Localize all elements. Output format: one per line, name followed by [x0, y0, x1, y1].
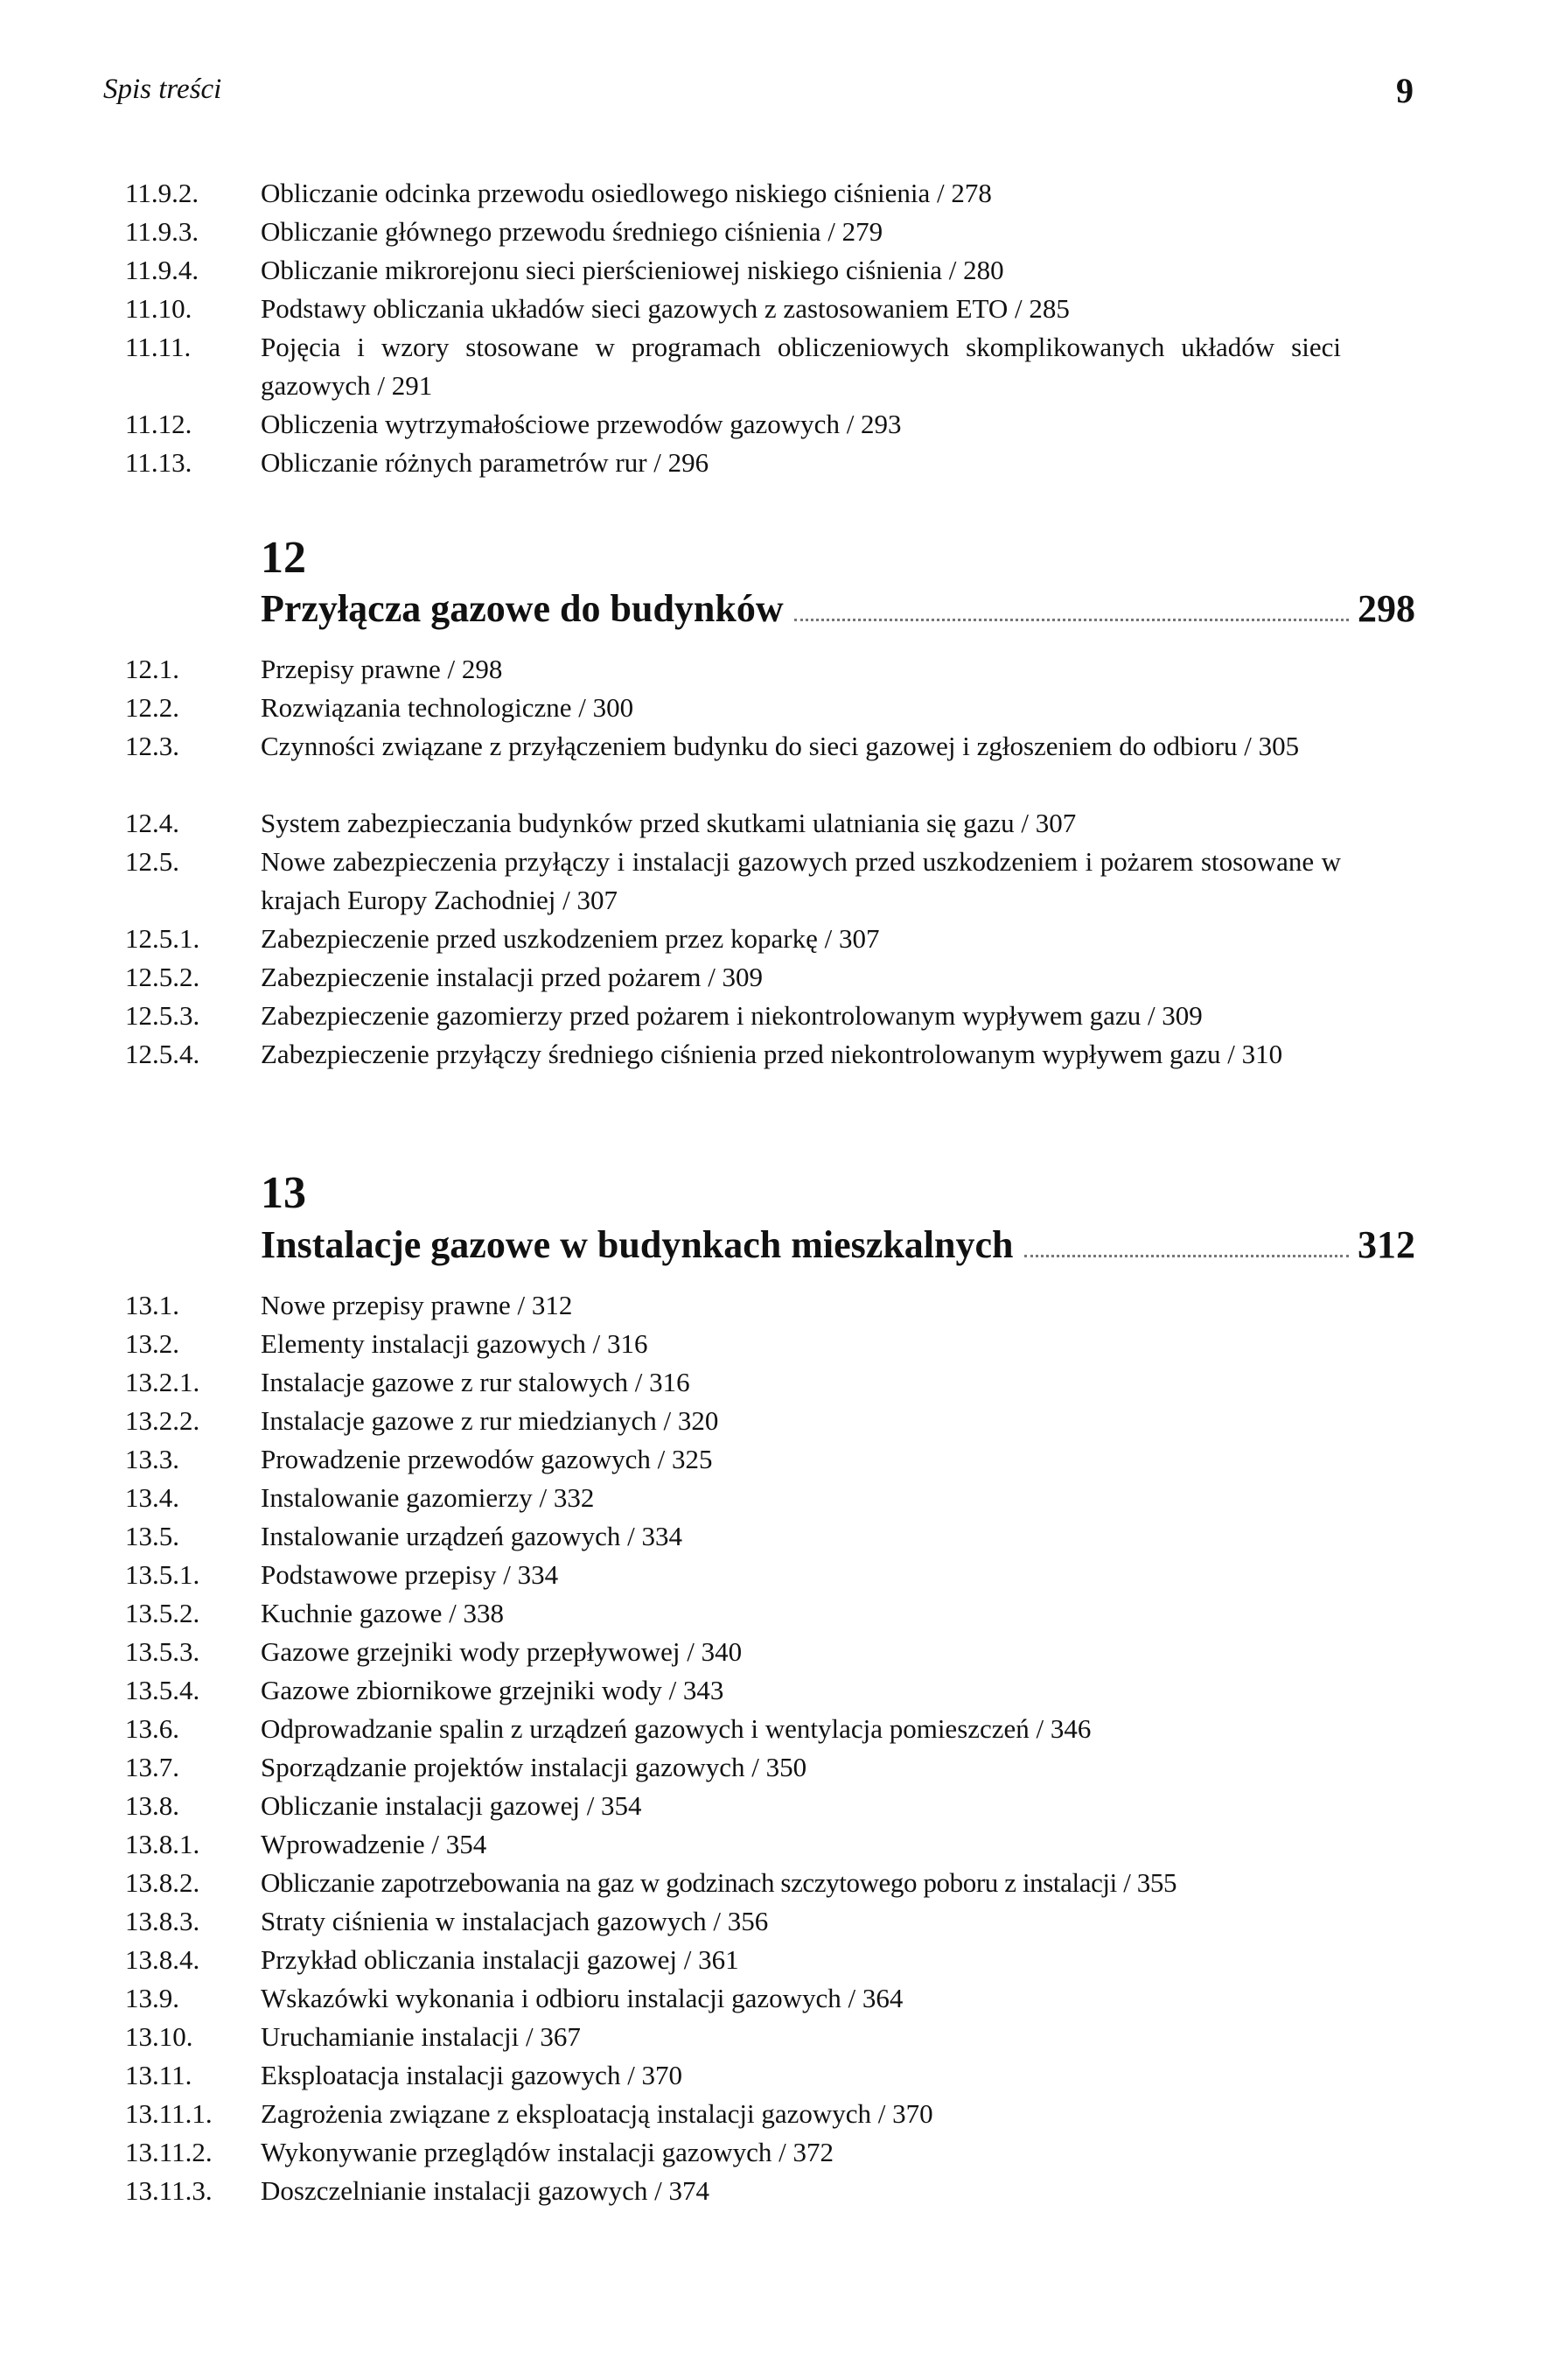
toc-entry: 13.11.2. Wykonywanie przeglądów instalacji gazowych / 372: [125, 2137, 834, 2167]
toc-entry: 11.13. Obliczanie różnych parametrów rur / 296: [125, 447, 709, 478]
toc-entry: 11.9.2. Obliczanie odcinka przewodu osiedlowego niskiego ciśnienia / 278: [125, 178, 992, 208]
toc-entry: 13.5. Instalowanie urządzeń gazowych / 334: [125, 1521, 683, 1551]
toc-entry: 13.5.1. Podstawowe przepisy / 334: [125, 1559, 559, 1590]
running-header: Spis treści: [103, 74, 222, 105]
toc-entry: 11.12. Obliczenia wytrzymałościowe przewodów gazowych / 293: [125, 409, 902, 439]
toc-entry: 13.1. Nowe przepisy prawne / 312: [125, 1290, 573, 1320]
toc-entry: 13.7. Sporządzanie projektów instalacji gazowych / 350: [125, 1752, 807, 1782]
chapter-13-page: 312: [1358, 1223, 1415, 1266]
toc-entry: 13.2.1. Instalacje gazowe z rur stalowych / 316: [125, 1367, 690, 1397]
toc-entry: 13.5.4. Gazowe zbiornikowe grzejniki wody / 343: [125, 1675, 724, 1705]
chapter-12-page: 298: [1358, 587, 1415, 630]
toc-entry: 13.4. Instalowanie gazomierzy / 332: [125, 1482, 595, 1513]
toc-entry: 13.5.3. Gazowe grzejniki wody przepływowej / 340: [125, 1636, 743, 1667]
toc-entry: 12.5.1. Zabezpieczenie przed uszkodzeniem przez koparkę / 307: [125, 923, 880, 954]
chapter-12-number: 12: [261, 533, 306, 583]
chapter-13-number: 13: [261, 1168, 306, 1218]
toc-entry: 13.6. Odprowadzanie spalin z urządzeń gazowych i wentylacja pomieszczeń / 346: [125, 1713, 1092, 1744]
toc-entry: 12.5.3. Zabezpieczenie gazomierzy przed pożarem i niekontrolowanym wypływem gazu / 309: [125, 1000, 1203, 1031]
toc-entry: 13.8.4. Przykład obliczania instalacji gazowej / 361: [125, 1944, 739, 1975]
toc-entry: 12.1. Przepisy prawne / 298: [125, 654, 503, 684]
page-number: 9: [1396, 71, 1414, 110]
toc-entry: 13.3. Prowadzenie przewodów gazowych / 325: [125, 1444, 713, 1474]
chapter-12-heading: [261, 586, 1415, 631]
toc-entry: 13.8.1. Wprowadzenie / 354: [125, 1829, 487, 1859]
dot-leader: [1024, 1254, 1350, 1257]
toc-entry: 13.8.2. Obliczanie zapotrzebowania na gaz w godzinach szczytowego poboru z instalacji / 355: [125, 1867, 1177, 1898]
toc-entry: 13.2.2. Instalacje gazowe z rur miedzianych / 320: [125, 1405, 719, 1436]
dot-leader: [794, 618, 1349, 621]
chapter-13-title: Instalacje gazowe w budynkach mieszkalnych: [261, 1223, 1014, 1266]
toc-entry: 13.11.1. Zagrożenia związane z eksploatacją instalacji gazowych / 370: [125, 2098, 933, 2129]
chapter-12-title: Przyłącza gazowe do budynków: [261, 587, 784, 630]
toc-entry: 12.2. Rozwiązania technologiczne / 300: [125, 692, 634, 723]
toc-entry: 11.10. Podstawy obliczania układów sieci gazowych z zastosowaniem ETO / 285: [125, 293, 1070, 324]
toc-entry: 12.4. System zabezpieczania budynków przed skutkami ulatniania się gazu / 307: [125, 808, 1077, 838]
toc-entry: 12.3. Czynności związane z przyłączeniem budynku do sieci gazowej i zgłoszeniem do odbioru / 305: [125, 731, 1300, 761]
toc-entry: 13.9. Wskazówki wykonania i odbioru instalacji gazowych / 364: [125, 1983, 904, 2013]
toc-entry: 11.9.3. Obliczanie głównego przewodu średniego ciśnienia / 279: [125, 216, 883, 247]
toc-entry: 13.11.3. Doszczelnianie instalacji gazowych / 374: [125, 2175, 710, 2206]
chapter-13-entries: [0, 1286, 1550, 2210]
toc-entry: 13.5.2. Kuchnie gazowe / 338: [125, 1598, 505, 1628]
chapter-13-heading: [261, 1222, 1415, 1267]
toc-entry: 12.5.4. Zabezpieczenie przyłączy średniego ciśnienia przed niekontrolowanym wypływem gazu / 310: [125, 1039, 1283, 1069]
toc-entry: 12.5. Nowe zabezpieczenia przyłączy i instalacji gazowych przed uszkodzeniem i pożarem stosowane w krajach Europy Zachodniej / 307: [125, 846, 1341, 915]
toc-entry: 13.8. Obliczanie instalacji gazowej / 354: [125, 1790, 642, 1821]
toc-entry: 12.5.2. Zabezpieczenie instalacji przed pożarem / 309: [125, 962, 764, 992]
toc-entry: 13.11. Eksploatacja instalacji gazowych / 370: [125, 2060, 683, 2090]
toc-entry: 11.11. Pojęcia i wzory stosowane w programach obliczeniowych skomplikowanych układów sieci gazowych / 291: [125, 332, 1341, 401]
toc-entry: 13.8.3. Straty ciśnienia w instalacjach gazowych / 356: [125, 1906, 769, 1936]
toc-entry: 11.9.4. Obliczanie mikrorejonu sieci pierścieniowej niskiego ciśnienia / 280: [125, 255, 1004, 285]
chapter-12-entries: [0, 650, 1550, 1112]
toc-entry: 13.10. Uruchamianie instalacji / 367: [125, 2021, 581, 2052]
section-11-entries: [0, 174, 1550, 482]
toc-entry: 13.2. Elementy instalacji gazowych / 316: [125, 1328, 648, 1359]
